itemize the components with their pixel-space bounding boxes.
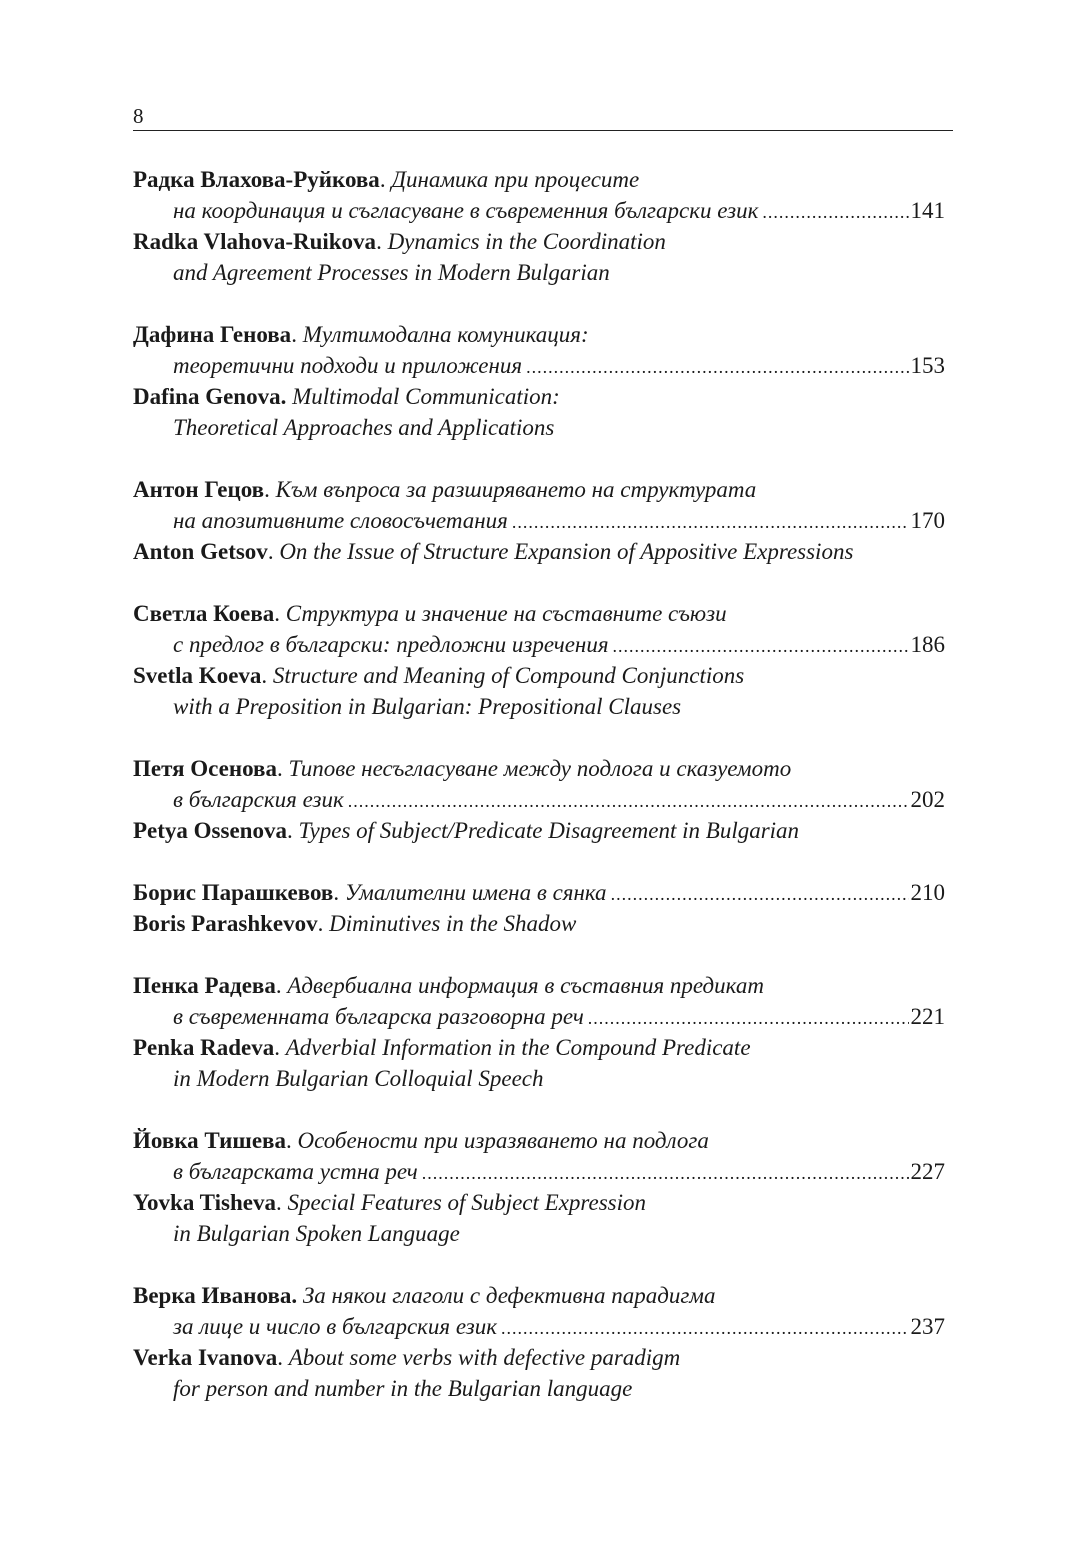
toc-separator: . <box>267 539 280 564</box>
toc-separator: . <box>276 756 289 781</box>
toc-title-bg-cont: за лице и число в българския език <box>173 1314 497 1339</box>
toc-leader-dots <box>526 352 908 381</box>
toc-en-line-1 <box>133 536 945 567</box>
toc-title-bg: Мултимодална комуникация: <box>302 322 589 347</box>
toc-title-bg-cont: в българската устна реч <box>173 1159 418 1184</box>
toc-author-bg: Дафина Генова <box>133 322 292 347</box>
toc-bg-line-2 <box>133 505 945 536</box>
toc-en-line-1 <box>133 1187 945 1218</box>
toc-title-en: Special Features of Subject Expression <box>287 1190 646 1215</box>
toc-author-en: Dafina Genova. <box>133 384 287 409</box>
toc-title-bg: Динамика при процесите <box>391 167 640 192</box>
toc-separator: . <box>285 1128 298 1153</box>
toc-title-en-cont: in Bulgarian Spoken Language <box>173 1221 460 1246</box>
toc-entry <box>133 1280 945 1404</box>
toc-author-en: Petya Ossenova <box>133 818 287 843</box>
toc-entry <box>133 753 945 846</box>
toc-author-bg: Верка Иванова. <box>133 1283 298 1308</box>
toc-author-en: Svetla Koeva <box>133 663 262 688</box>
toc-separator: . <box>379 167 392 192</box>
toc-separator: . <box>264 477 276 502</box>
toc-page-number: 141 <box>910 198 945 223</box>
toc-separator: . <box>275 1190 288 1215</box>
toc-title-bg: Адвербиална информация в съставния предикат <box>287 973 764 998</box>
toc-author-en: Penka Radeva <box>133 1035 275 1060</box>
toc-title-bg: Към въпроса за разширяването на структурата <box>275 477 757 502</box>
toc-author-bg: Петя Осенова <box>133 756 277 781</box>
toc-bg-line-1 <box>133 1280 945 1311</box>
toc-title-bg-cont: теоретични подходи и приложения <box>173 353 523 378</box>
toc-leader-dots <box>422 1158 909 1187</box>
toc-author-bg: Антон Гецов <box>133 477 265 502</box>
toc-entry <box>133 598 945 722</box>
toc-title-bg-cont: с предлог в български: предложни изречения <box>173 632 609 657</box>
toc-separator: . <box>376 229 388 254</box>
toc-page-number: 210 <box>910 880 945 905</box>
toc-page-number: 237 <box>910 1314 945 1339</box>
toc-bg-line-2 <box>133 195 945 226</box>
toc-en-line-1 <box>133 1342 945 1373</box>
toc-bg-line-2 <box>133 629 945 660</box>
toc-leader-dots <box>588 1003 909 1032</box>
toc-bg-line-2 <box>133 1156 945 1187</box>
toc-title-bg: Типове несъгласуване между подлога и сказуемото <box>288 756 792 781</box>
toc-separator: . <box>286 818 299 843</box>
toc-bg-line-1 <box>133 877 945 908</box>
toc-title-bg-cont: на координация и съгласуване в съвременния български език <box>173 198 759 223</box>
toc-bg-line-2 <box>133 1311 945 1342</box>
toc-bg-line-2 <box>133 1001 945 1032</box>
toc-title-en: Adverbial Information in the Compound Predicate <box>285 1035 751 1060</box>
toc-separator: . <box>275 973 288 998</box>
toc-title-en: Types of Subject/Predicate Disagreement in Bulgarian <box>298 818 800 843</box>
toc-bg-line-1 <box>133 474 945 505</box>
toc-bg-line-1 <box>133 1125 945 1156</box>
toc-author-bg: Светла Коева <box>133 601 275 626</box>
toc-title-en-cont: in Modern Bulgarian Colloquial Speech <box>173 1066 544 1091</box>
toc-author-bg: Йовка Тишева <box>133 1128 286 1153</box>
toc-en-line-2 <box>133 257 945 288</box>
toc-entry <box>133 474 945 567</box>
toc-title-bg: Структура и значение на съставните съюзи <box>285 601 727 626</box>
toc-author-en: Boris Parashkevov <box>133 911 318 936</box>
toc-en-line-2 <box>133 1218 945 1249</box>
toc-author-bg: Радка Влахова-Руйкова <box>133 167 380 192</box>
toc-separator: . <box>317 911 330 936</box>
toc-en-line-1 <box>133 908 945 939</box>
page-header <box>133 100 953 131</box>
toc-author-en: Radka Vlahova-Ruikova <box>133 229 377 254</box>
toc-leader-dots <box>762 197 908 226</box>
toc-title-bg: Особености при изразяването на подлога <box>297 1128 709 1153</box>
toc-leader-dots <box>501 1313 909 1342</box>
toc-page-number: 227 <box>910 1159 945 1184</box>
toc-en-line-1 <box>133 381 945 412</box>
toc-bg-line-2 <box>133 784 945 815</box>
toc-bg-line-1 <box>133 164 945 195</box>
toc-entry <box>133 877 945 939</box>
toc-entry <box>133 319 945 443</box>
toc-en-line-1 <box>133 660 945 691</box>
toc-author-en: Anton Getsov <box>133 539 268 564</box>
toc-bg-line-1 <box>133 319 945 350</box>
toc-leader-dots <box>348 786 909 815</box>
table-of-contents <box>133 164 945 1435</box>
page-number: 8 <box>133 104 144 128</box>
toc-en-line-2 <box>133 412 945 443</box>
toc-author-bg: Борис Парашкевов <box>133 880 334 905</box>
toc-author-en: Verka Ivanova <box>133 1345 278 1370</box>
toc-page-number: 153 <box>910 353 945 378</box>
page <box>133 100 953 131</box>
toc-title-en: About some verbs with defective paradigm <box>288 1345 681 1370</box>
toc-title-bg: За някои глаголи с дефективна парадигма <box>302 1283 716 1308</box>
toc-title-en-cont: Theoretical Approaches and Applications <box>173 415 555 440</box>
toc-title-bg: Умалителни имена в сянка <box>344 880 607 905</box>
toc-title-bg-cont: в българския език <box>173 787 344 812</box>
toc-en-line-2 <box>133 1373 945 1404</box>
toc-separator: . <box>274 1035 286 1060</box>
toc-title-en: Diminutives in the Shadow <box>329 911 577 936</box>
toc-author-bg: Пенка Радева <box>133 973 276 998</box>
toc-separator: . <box>333 880 345 905</box>
toc-title-bg-cont: на апозитивните словосъчетания <box>173 508 508 533</box>
toc-page-number: 186 <box>910 632 945 657</box>
toc-en-line-1 <box>133 226 945 257</box>
toc-title-en: On the Issue of Structure Expansion of Appositive Expressions <box>279 539 854 564</box>
toc-author-en: Yovka Tisheva <box>133 1190 276 1215</box>
toc-bg-line-1 <box>133 753 945 784</box>
toc-title-en: Multimodal Communication: <box>292 384 560 409</box>
toc-title-en-cont: with a Preposition in Bulgarian: Prepositional Clauses <box>173 694 682 719</box>
toc-leader-dots <box>611 879 909 908</box>
toc-page-number: 170 <box>910 508 945 533</box>
toc-en-line-1 <box>133 1032 945 1063</box>
toc-page-number: 202 <box>910 787 945 812</box>
toc-bg-line-1 <box>133 598 945 629</box>
toc-page-number: 221 <box>910 1004 945 1029</box>
toc-en-line-1 <box>133 815 945 846</box>
toc-separator: . <box>291 322 303 347</box>
toc-leader-dots <box>613 631 909 660</box>
toc-title-en-cont: and Agreement Processes in Modern Bulgarian <box>173 260 610 285</box>
toc-separator: . <box>261 663 273 688</box>
toc-separator: . <box>274 601 286 626</box>
toc-en-line-2 <box>133 691 945 722</box>
toc-entry <box>133 970 945 1094</box>
toc-separator: . <box>277 1345 289 1370</box>
toc-leader-dots <box>512 507 909 536</box>
toc-title-en: Structure and Meaning of Compound Conjunctions <box>272 663 745 688</box>
toc-entry <box>133 164 945 288</box>
toc-title-en-cont: for person and number in the Bulgarian language <box>173 1376 633 1401</box>
toc-title-bg-cont: в съвременната българска разговорна реч <box>173 1004 584 1029</box>
toc-en-line-2 <box>133 1063 945 1094</box>
toc-title-en: Dynamics in the Coordination <box>387 229 666 254</box>
toc-bg-line-1 <box>133 970 945 1001</box>
toc-bg-line-2 <box>133 350 945 381</box>
toc-entry <box>133 1125 945 1249</box>
